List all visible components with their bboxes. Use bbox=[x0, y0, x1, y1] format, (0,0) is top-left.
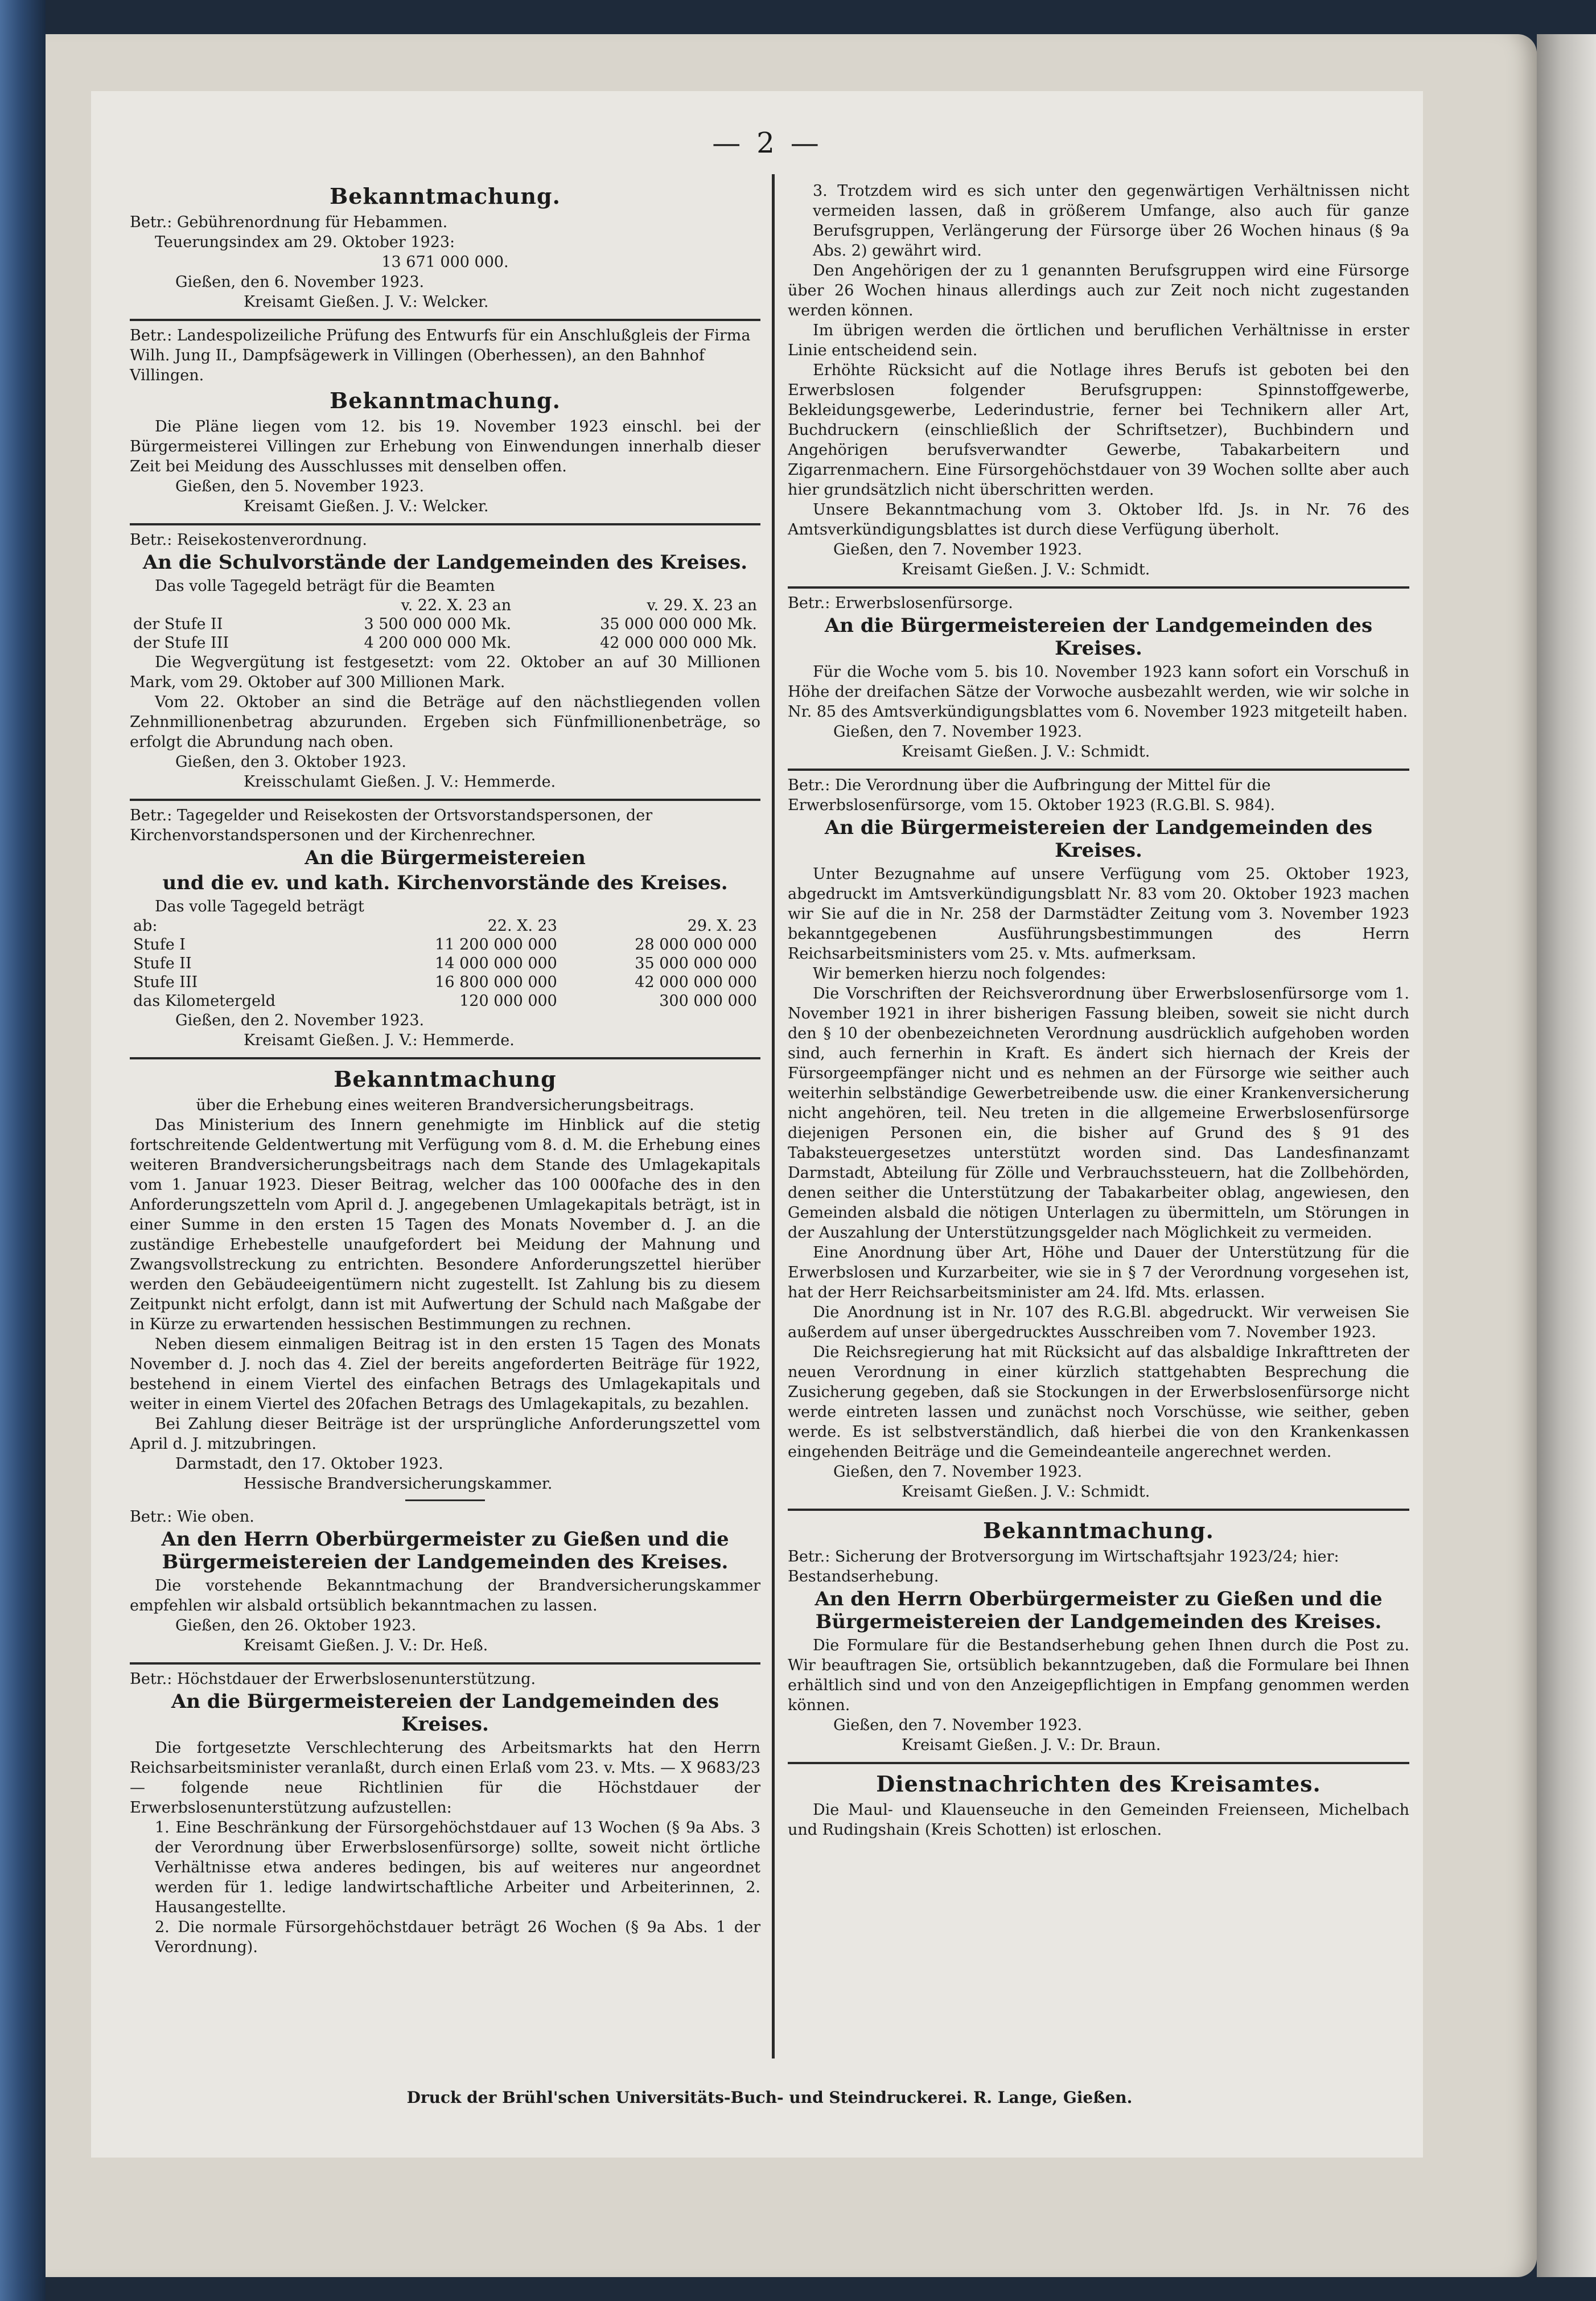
notice-addressee: An den Herrn Oberbürgermeister zu Gießen und die Bürgermeistereien der Landgemeinden des Kreises. bbox=[815, 1588, 1383, 1633]
table-header-row bbox=[130, 596, 760, 615]
table-intro: Das volle Tagegeld beträgt für die Beamten bbox=[155, 577, 495, 595]
notice-text: Unsere Bekanntmachung vom 3. Oktober lfd. Js. in Nr. 76 des Amtsverkündigungsblattes ist durch diese Verfügung überholt. bbox=[788, 501, 1409, 539]
table-header-b: v. 29. X. 23 an bbox=[647, 597, 757, 614]
row-label: der Stufe II bbox=[133, 615, 223, 633]
notice-text: Wir bemerken hierzu noch folgendes: bbox=[813, 965, 1106, 983]
row-label: Stufe II bbox=[133, 955, 192, 972]
notice-hebammen bbox=[130, 176, 760, 321]
notice-text: Die Vorschriften der Reichsverordnung über Erwerbslosenfürsorge vom 1. November 1921 in ihrer bisherigen Fassung bleiben, soweit sie nicht durch den § 10 der obenbezeichneten Verordnung ausdrücklich aufgehoben worden sind, auch fernerhin in Kraft. Es ändert sich hiernach der Kreis der Fürsorgeempfänger nicht und es nehmen an der Fürsorge wie seither auch weiterhin selbständige Gewerbetreibende usw. die einer Krankenversicherung nicht angehören, teil. Neu treten in die allgemeine Erwerbslosenfürsorge diejenigen Personen ein, die bisher auf Grund des § 91 des Tabaksteuergesetzes unterstützt worden sind. Das Landesfinanzamt Darmstadt, Abteilung für Zölle und Verbrauchssteuern, hat die Zollbehörden, denen seither die Unterstützung der Tabakarbeiter oblag, angewiesen, den Gemeinden alsbald die nötigen Unterlagen zu übermitteln, um Störungen in der Auszahlung der Unterstützungsgelder nach Möglichkeit zu vermeiden. bbox=[788, 985, 1409, 1242]
notice-signature: Kreisamt Gießen. J. V.: Dr. Heß. bbox=[244, 1637, 488, 1654]
notice-signature: Kreisschulamt Gießen. J. V.: Hemmerde. bbox=[244, 773, 556, 791]
notice-addressee: An die Bürgermeistereien der Landgemeinden des Kreises. bbox=[824, 614, 1373, 660]
notice-text: Die vorstehende Bekanntmachung der Brandversicherungskammer empfehlen wir alsbald ortsüblich bekanntmachen zu lassen. bbox=[130, 1577, 760, 1614]
notice-subline: über die Erhebung eines weiteren Brandversicherungsbeitrags. bbox=[196, 1096, 694, 1114]
notice-text: Die Anordnung ist in Nr. 107 des R.G.Bl. abgedruckt. Wir verweisen Sie außerdem auf unser übergedrucktes Ausschreiben vom 7. November 1923. bbox=[788, 1304, 1409, 1341]
notice-date: Gießen, den 7. November 1923. bbox=[833, 723, 1083, 741]
list-item: 2. Die normale Fürsorgehöchstdauer beträgt 26 Wochen (§ 9a Abs. 1 der Verordnung). bbox=[155, 1918, 760, 1956]
row-label: Stufe I bbox=[133, 936, 186, 954]
notice-addressee: An die Bürgermeistereien der Landgemeinden des Kreises. bbox=[171, 1690, 719, 1736]
table-row bbox=[130, 634, 760, 652]
notice-heading: Bekanntmachung. bbox=[330, 388, 561, 413]
notice-tagegelder bbox=[130, 801, 760, 1059]
notice-addressee: und die ev. und kath. Kirchenvorstände des Kreises. bbox=[162, 872, 728, 894]
list-item: 3. Trotzdem wird es sich unter den gegenwärtigen Verhältnissen nicht vermeiden lassen, daß in größerem Umfange, also auch für ganze Berufsgruppen, Verlängerung der Fürsorge über 26 Wochen hinaus (§ 9a Abs. 2) gewährt wird. bbox=[813, 182, 1409, 260]
notice-text: Die fortgesetzte Verschlechterung des Arbeitsmarkts hat den Herrn Reichsarbeitsminister veranlaßt, durch einen Erlaß vom 23. v. Mts. — X 9683/23 — folgende neue Richtlinien für die Höchstdauer der Erwerbslosenunterstützung aufzustellen: bbox=[130, 1739, 760, 1817]
notice-text: Unter Bezugnahme auf unsere Verfügung vom 25. Oktober 1923, abgedruckt im Amtsverkündigungsblatt Nr. 83 vom 20. Oktober 1923 machen wir Sie auf die in Nr. 258 der Darmstädter Zeitung vom 3. November 1923 bekanntgegebenen Ausführungsbestimmungen des Herrn Reichsarbeitsministers vom 25. v. Mts. aufmerksam. bbox=[788, 865, 1409, 963]
notice-text: Vom 22. Oktober an sind die Beträge auf den nächstliegenden vollen Zehnmillionenbetrag abzurunden. Ergeben sich Fünfmillionenbeträge, so erfolgt die Abrundung nach oben. bbox=[130, 693, 760, 751]
notice-date: Darmstadt, den 17. Oktober 1923. bbox=[175, 1455, 443, 1473]
row-value-a: 14 000 000 000 bbox=[435, 955, 557, 972]
table-row bbox=[130, 615, 760, 634]
notice-text: Die Reichsregierung hat mit Rücksicht auf das alsbaldige Inkrafttreten der neuen Verordnung in einer kürzlich stattgehabten Besprechung die Zusicherung gegeben, daß sie Stockungen in der Erwerbslosenfürsorge nicht werde eintreten lassen und zunächst noch Vorschüsse, wie seither, geben werde. Es ist selbstverständlich, daß hierbei die von den Krankenkassen eingehenden Beiträge und die Gemeindeanteile angerechnet werden. bbox=[788, 1343, 1409, 1461]
notice-brandversicherung bbox=[130, 1059, 760, 1665]
table-row bbox=[130, 935, 760, 954]
notice-signature: Kreisamt Gießen. J. V.: Dr. Braun. bbox=[902, 1736, 1161, 1754]
notice-signature: Kreisamt Gießen. J. V.: Welcker. bbox=[244, 498, 489, 515]
notice-text: Die Pläne liegen vom 12. bis 19. November 1923 einschl. bei der Bürgermeisterei Villingen zur Erhebung von Einwendungen innerhalb dieser Zeit bei Meidung des Ausschlusses mit denselben offen. bbox=[130, 418, 760, 475]
short-rule bbox=[405, 1499, 485, 1501]
notice-text: Neben diesem einmaligen Beitrag ist in den ersten 15 Tagen des Monats November d. J. noch das 4. Ziel der bereits angeforderten Beiträge für 1922, bestehend in einem Viertel des einfachen Betrags des Umlagekapitals und weiter in einem Viertel des 20fachen Betrags des Umlagekapitals, zu bezahlen. bbox=[130, 1336, 760, 1413]
notice-reisekosten bbox=[130, 525, 760, 801]
row-value-a: 3 500 000 000 Mk. bbox=[364, 615, 512, 633]
notice-hoechstdauer-cont bbox=[788, 176, 1409, 589]
betreff-line: Betr.: Tagegelder und Reisekosten der Ortsvorstandspersonen, der Kirchenvorstandspersonen und der Kirchenrechner. bbox=[130, 807, 653, 844]
notice-date: Gießen, den 7. November 1923. bbox=[833, 541, 1083, 558]
notice-signature: Kreisamt Gießen. J. V.: Hemmerde. bbox=[244, 1032, 515, 1049]
notice-date: Gießen, den 7. November 1923. bbox=[833, 1716, 1083, 1734]
notice-date: Gießen, den 26. Oktober 1923. bbox=[175, 1617, 417, 1634]
row-value-a: 120 000 000 bbox=[459, 992, 557, 1010]
row-value-a: 4 200 000 000 Mk. bbox=[364, 634, 512, 652]
notice-text: Die Formulare für die Bestandserhebung gehen Ihnen durch die Post zu. Wir beauftragen Sie, ortsüblich bekanntzugeben, daß die Formulare bei Ihnen erhältlich sind und von den Anzeigepflichtigen in Empfang genommen werden können. bbox=[788, 1637, 1409, 1714]
notice-erwerbslosenfuersorge bbox=[788, 589, 1409, 771]
row-value-b: 35 000 000 000 bbox=[635, 955, 757, 972]
notice-dienstnachrichten bbox=[788, 1764, 1409, 1847]
notice-text: Im übrigen werden die örtlichen und beruflichen Verhältnisse in erster Linie entscheidend sein. bbox=[788, 322, 1409, 359]
table-row bbox=[130, 954, 760, 973]
column-divider bbox=[772, 174, 775, 2058]
table-header-a: v. 22. X. 23 an bbox=[401, 597, 512, 614]
page-edge-shadow bbox=[1537, 34, 1596, 2277]
notice-signature: Kreisamt Gießen. J. V.: Schmidt. bbox=[902, 561, 1150, 578]
betreff-line: Betr.: Reisekostenverordnung. bbox=[130, 531, 367, 549]
notice-signature: Kreisamt Gießen. J. V.: Schmidt. bbox=[902, 743, 1150, 761]
row-label: Stufe III bbox=[133, 973, 198, 991]
notice-hoechstdauer bbox=[130, 1665, 760, 1964]
table-header-row bbox=[130, 917, 760, 935]
row-value-b: 35 000 000 000 Mk. bbox=[600, 615, 757, 633]
table-header-a: 22. X. 23 bbox=[487, 917, 557, 935]
notice-heading: Dienstnachrichten des Kreisamtes. bbox=[876, 1771, 1321, 1797]
notice-heading: Bekanntmachung bbox=[334, 1066, 557, 1092]
row-value-a: 11 200 000 000 bbox=[435, 936, 557, 954]
table-intro: Das volle Tagegeld beträgt bbox=[155, 898, 364, 915]
notice-signature: Kreisamt Gießen. J. V.: Welcker. bbox=[244, 293, 489, 311]
index-line: Teuerungsindex am 29. Oktober 1923: bbox=[155, 233, 455, 251]
betreff-line: Betr.: Höchstdauer der Erwerbslosenunterstützung. bbox=[130, 1670, 536, 1688]
betreff-line: Betr.: Die Verordnung über die Aufbringung der Mittel für die Erwerbslosenfürsorge, vom 15. Oktober 1923 (R.G.Bl. S. 984). bbox=[788, 776, 1276, 814]
right-column bbox=[788, 176, 1409, 1847]
table-cell bbox=[130, 596, 283, 615]
notice-text: Eine Anordnung über Art, Höhe und Dauer der Unterstützung für die Erwerbslosen und Kurzarbeiter, wie sie in § 7 der Verordnung vorgesehen ist, hat der Herr Reichsarbeitsminister am 24. lfd. Mts. erlassen. bbox=[788, 1244, 1409, 1301]
betreff-line: Betr.: Gebührenordnung für Hebammen. bbox=[130, 213, 448, 231]
notice-anschlussgleis bbox=[130, 321, 760, 525]
notice-text: Die Maul- und Klauenseuche in den Gemeinden Freienseen, Michelbach und Rudingshain (Kreis Schotten) ist erloschen. bbox=[788, 1801, 1409, 1839]
notice-text: Die Wegvergütung ist festgesetzt: vom 22. Oktober an auf 30 Millionen Mark, vom 29. Oktober auf 300 Millionen Mark. bbox=[130, 654, 760, 691]
table-header-label: ab: bbox=[133, 917, 158, 935]
notice-addressee: An den Herrn Oberbürgermeister zu Gießen und die Bürgermeistereien der Landgemeinden des Kreises. bbox=[161, 1528, 729, 1573]
notice-addressee: An die Bürgermeistereien bbox=[305, 847, 586, 869]
list-item: 1. Eine Beschränkung der Fürsorgehöchstdauer auf 13 Wochen (§ 9a Abs. 3 der Verordnung über Erwerbslosenfürsorge) sollte, soweit nicht örtliche Verhältnisse etwa anderes bedingen, bis auf weiteres nur angeordnet werden für 1. ledige landwirtschaftliche Arbeiter und Arbeiterinnen, 2. Hausangestellte. bbox=[155, 1819, 760, 1916]
notice-date: Gießen, den 3. Oktober 1923. bbox=[175, 753, 406, 771]
notice-signature: Kreisamt Gießen. J. V.: Schmidt. bbox=[902, 1483, 1150, 1501]
betreff-line: Betr.: Sicherung der Brotversorgung im Wirtschaftsjahr 1923/24; hier: Bestandserhebung. bbox=[788, 1548, 1339, 1585]
left-column bbox=[130, 176, 760, 1964]
tagegeld-table bbox=[130, 917, 760, 1010]
table-row bbox=[130, 992, 760, 1010]
notice-signature: Hessische Brandversicherungskammer. bbox=[244, 1475, 553, 1493]
table-header-b: 29. X. 23 bbox=[687, 917, 757, 935]
tagegeld-table bbox=[130, 596, 760, 652]
notice-text: Für die Woche vom 5. bis 10. November 1923 kann sofort ein Vorschuß in Höhe der dreifachen Sätze der Vorwoche ausbezahlt werden, wie wir solche in Nr. 85 des Amtsverkündigungsblattes vom 6. November 1923 mitgeteilt haben. bbox=[788, 663, 1409, 721]
row-value-a: 16 800 000 000 bbox=[435, 973, 557, 991]
notice-date: Gießen, den 7. November 1923. bbox=[833, 1463, 1083, 1481]
notice-brotversorgung bbox=[788, 1511, 1409, 1764]
row-value-b: 42 000 000 000 bbox=[635, 973, 757, 991]
row-value-b: 300 000 000 bbox=[659, 992, 757, 1010]
betreff-line: Betr.: Wie oben. bbox=[130, 1508, 254, 1526]
notice-verordnung-mittel bbox=[788, 771, 1409, 1511]
table-row bbox=[130, 973, 760, 992]
notice-heading: Bekanntmachung. bbox=[983, 1518, 1214, 1543]
row-label: der Stufe III bbox=[133, 634, 229, 652]
betreff-line: Betr.: Landespolizeiliche Prüfung des Entwurfs für ein Anschlußgleis der Firma Wilh. Jung II., Dampfsägewerk in Villingen (Oberhessen), an den Bahnhof Villingen. bbox=[130, 327, 751, 384]
notice-text: Erhöhte Rücksicht auf die Notlage ihres Berufs ist geboten bei den Erwerbslosen folgender Berufsgruppen: Spinnstoffgewerbe, Bekleidungsgewerbe, Lederindustrie, ferner bei Technikern aller Art, Buchdruckern (einschließlich der Schriftsetzer), Buchbindern und Angehörigen berufsverwandter Gewerbe, Tabakarbeitern und Zigarrenmachern. Eine Fürsorgehöchstdauer von 39 Wochen sollte aber auch hier grundsätzlich nicht überschritten werden. bbox=[788, 361, 1409, 499]
printer-imprint: Druck der Brühl'schen Universitäts-Buch- und Steindruckerei. R. Lange, Gießen. bbox=[406, 2088, 1133, 2107]
index-value: 13 671 000 000. bbox=[381, 253, 509, 271]
notice-text: Das Ministerium des Innern genehmigte im Hinblick auf die stetig fortschreitende Geldentwertung mit Verfügung vom 8. d. M. die Erhebung eines weiteren Brandversicherungsbeitrags nach dem Stande des Umlagekapitals vom 1. Januar 1923. Dieser Beitrag, welcher das 100 000fache des in den Anforderungszetteln vom April d. J. angegebenen Umlagekapitals beträgt, ist in einer Summe in den ersten 15 Tagen des Monats November d. J. an die zuständige Erhebestelle unaufgefordert bei Meidung der Mahnung und Zwangsvollstreckung zu entrichten. Besondere Anforderungszettel hierüber werden den Gebäudeeigentümern nicht zugestellt. Ist Zahlung bis zu diesem Zeitpunkt nicht erfolgt, dann ist mit Aufwertung der Schuld nach Maßgabe der in Kürze zu erwartenden hessischen Bestimmungen zu rechnen. bbox=[130, 1116, 760, 1333]
row-value-b: 28 000 000 000 bbox=[635, 936, 757, 954]
book-binding bbox=[0, 0, 46, 2301]
row-value-b: 42 000 000 000 Mk. bbox=[600, 634, 757, 652]
notice-heading: Bekanntmachung. bbox=[330, 183, 561, 209]
notice-date: Gießen, den 5. November 1923. bbox=[175, 478, 425, 495]
notice-text: Bei Zahlung dieser Beiträge ist der ursprüngliche Anforderungszettel vom April d. J. mitzubringen. bbox=[130, 1415, 760, 1453]
row-label: das Kilometergeld bbox=[133, 992, 276, 1010]
notice-addressee: An die Schulvorstände der Landgemeinden des Kreises. bbox=[142, 551, 748, 574]
notice-text: Den Angehörigen der zu 1 genannten Berufsgruppen wird eine Fürsorge über 26 Wochen hinaus allerdings auch zur Zeit noch nicht zugestanden werden können. bbox=[788, 262, 1409, 319]
notice-date: Gießen, den 6. November 1923. bbox=[175, 273, 425, 291]
page-number: — 2 — bbox=[712, 126, 822, 159]
betreff-line: Betr.: Erwerbslosenfürsorge. bbox=[788, 594, 1013, 612]
notice-addressee: An die Bürgermeistereien der Landgemeinden des Kreises. bbox=[824, 816, 1373, 862]
notice-date: Gießen, den 2. November 1923. bbox=[175, 1012, 425, 1029]
